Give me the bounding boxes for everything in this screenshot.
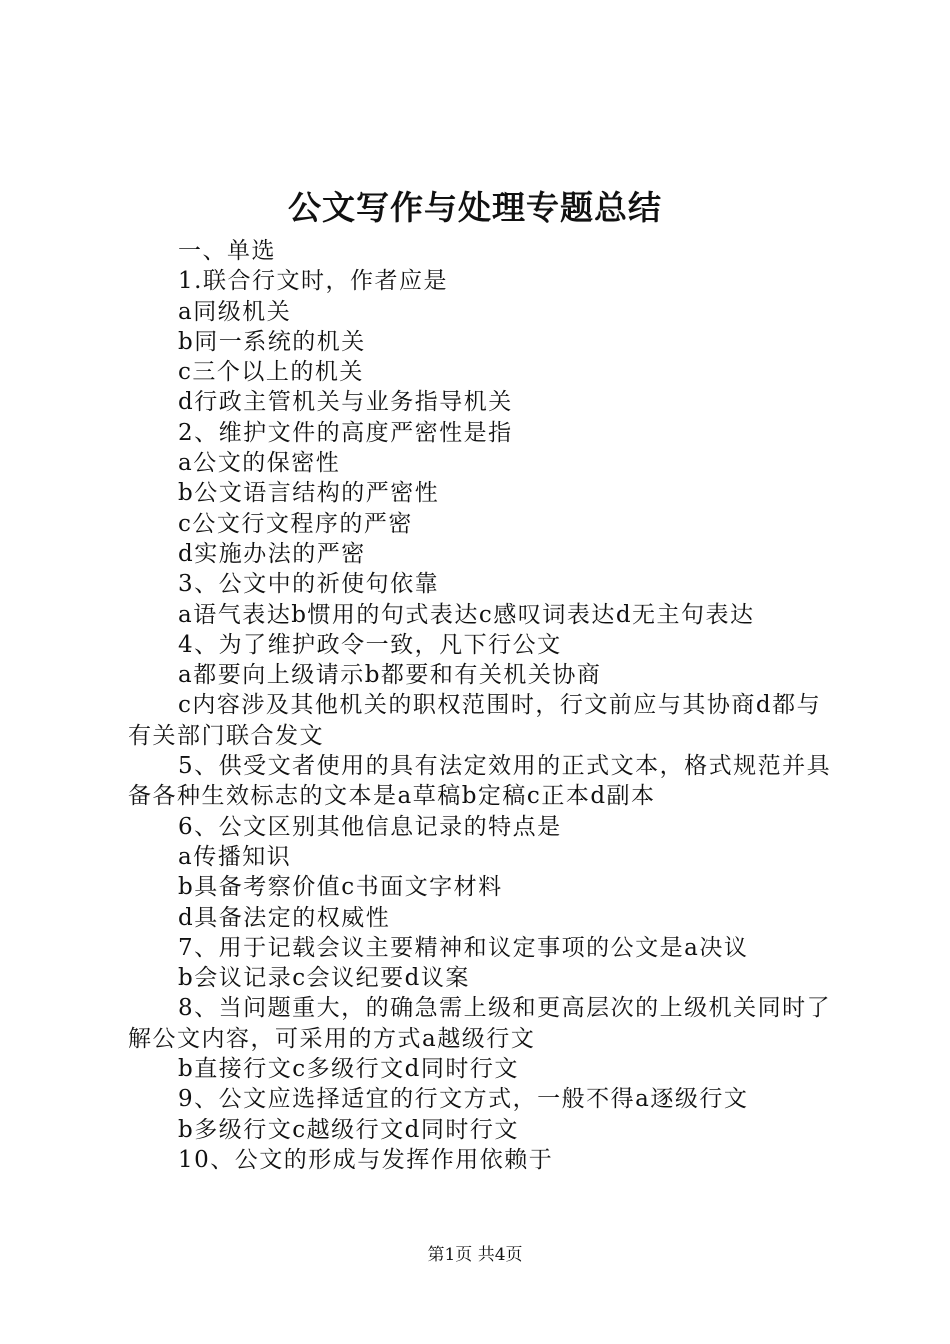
option-line: a公文的保密性 <box>178 450 341 477</box>
question-6: 6、公文区别其他信息记录的特点是 <box>178 813 562 840</box>
question-4: 4、为了维护政令一致，凡下行公文 <box>178 631 562 658</box>
option-line: a同级机关 <box>178 298 292 325</box>
page-footer: 第1页 共4页 <box>427 1245 523 1265</box>
option-line: b公文语言结构的严密性 <box>178 480 440 507</box>
question-2: 2、维护文件的高度严密性是指 <box>178 419 513 446</box>
question-8: 8、当问题重大，的确急需上级和更高层次的上级机关同时了解公文内容，可采用的方式a越级行文 <box>128 995 832 1052</box>
option-line: a都要向上级请示b都要和有关机关协商 <box>178 662 602 689</box>
option-line: b直接行文c多级行文d同时行文 <box>178 1056 519 1083</box>
option-line: a传播知识 <box>178 843 292 870</box>
option-line: d具备法定的权威性 <box>178 904 391 931</box>
option-line: c内容涉及其他机关的职权范围时，行文前应与其协商d都与有关部门联合发文 <box>128 692 822 749</box>
option-line: d实施办法的严密 <box>178 540 366 567</box>
question-10: 10、公文的形成与发挥作用依赖于 <box>178 1146 554 1173</box>
question-9: 9、公文应选择适宜的行文方式，一般不得a逐级行文 <box>178 1086 749 1113</box>
option-line: a语气表达b惯用的句式表达c感叹词表达d无主句表达 <box>178 601 755 628</box>
option-line: b会议记录c会议纪要d议案 <box>178 965 470 992</box>
question-7: 7、用于记载会议主要精神和议定事项的公文是a决议 <box>178 934 749 961</box>
option-line: c公文行文程序的严密 <box>178 510 413 537</box>
option-line: d行政主管机关与业务指导机关 <box>178 389 513 416</box>
document-body <box>128 236 832 1175</box>
document-title: 公文写作与处理专题总结 <box>288 188 662 227</box>
section-heading: 一、单选 <box>178 238 276 264</box>
option-line: b多级行文c越级行文d同时行文 <box>178 1116 519 1143</box>
option-line: c三个以上的机关 <box>178 359 364 386</box>
question-5: 5、供受文者使用的具有法定效用的正式文本，格式规范并具备各种生效标志的文本是a草稿b定稿c正本d副本 <box>128 753 832 810</box>
option-line: b具备考察价值c书面文字材料 <box>178 874 503 901</box>
option-line: b同一系统的机关 <box>178 328 366 355</box>
question-3: 3、公文中的祈使句依靠 <box>178 571 440 598</box>
question-1: 1.联合行文时，作者应是 <box>178 268 448 295</box>
